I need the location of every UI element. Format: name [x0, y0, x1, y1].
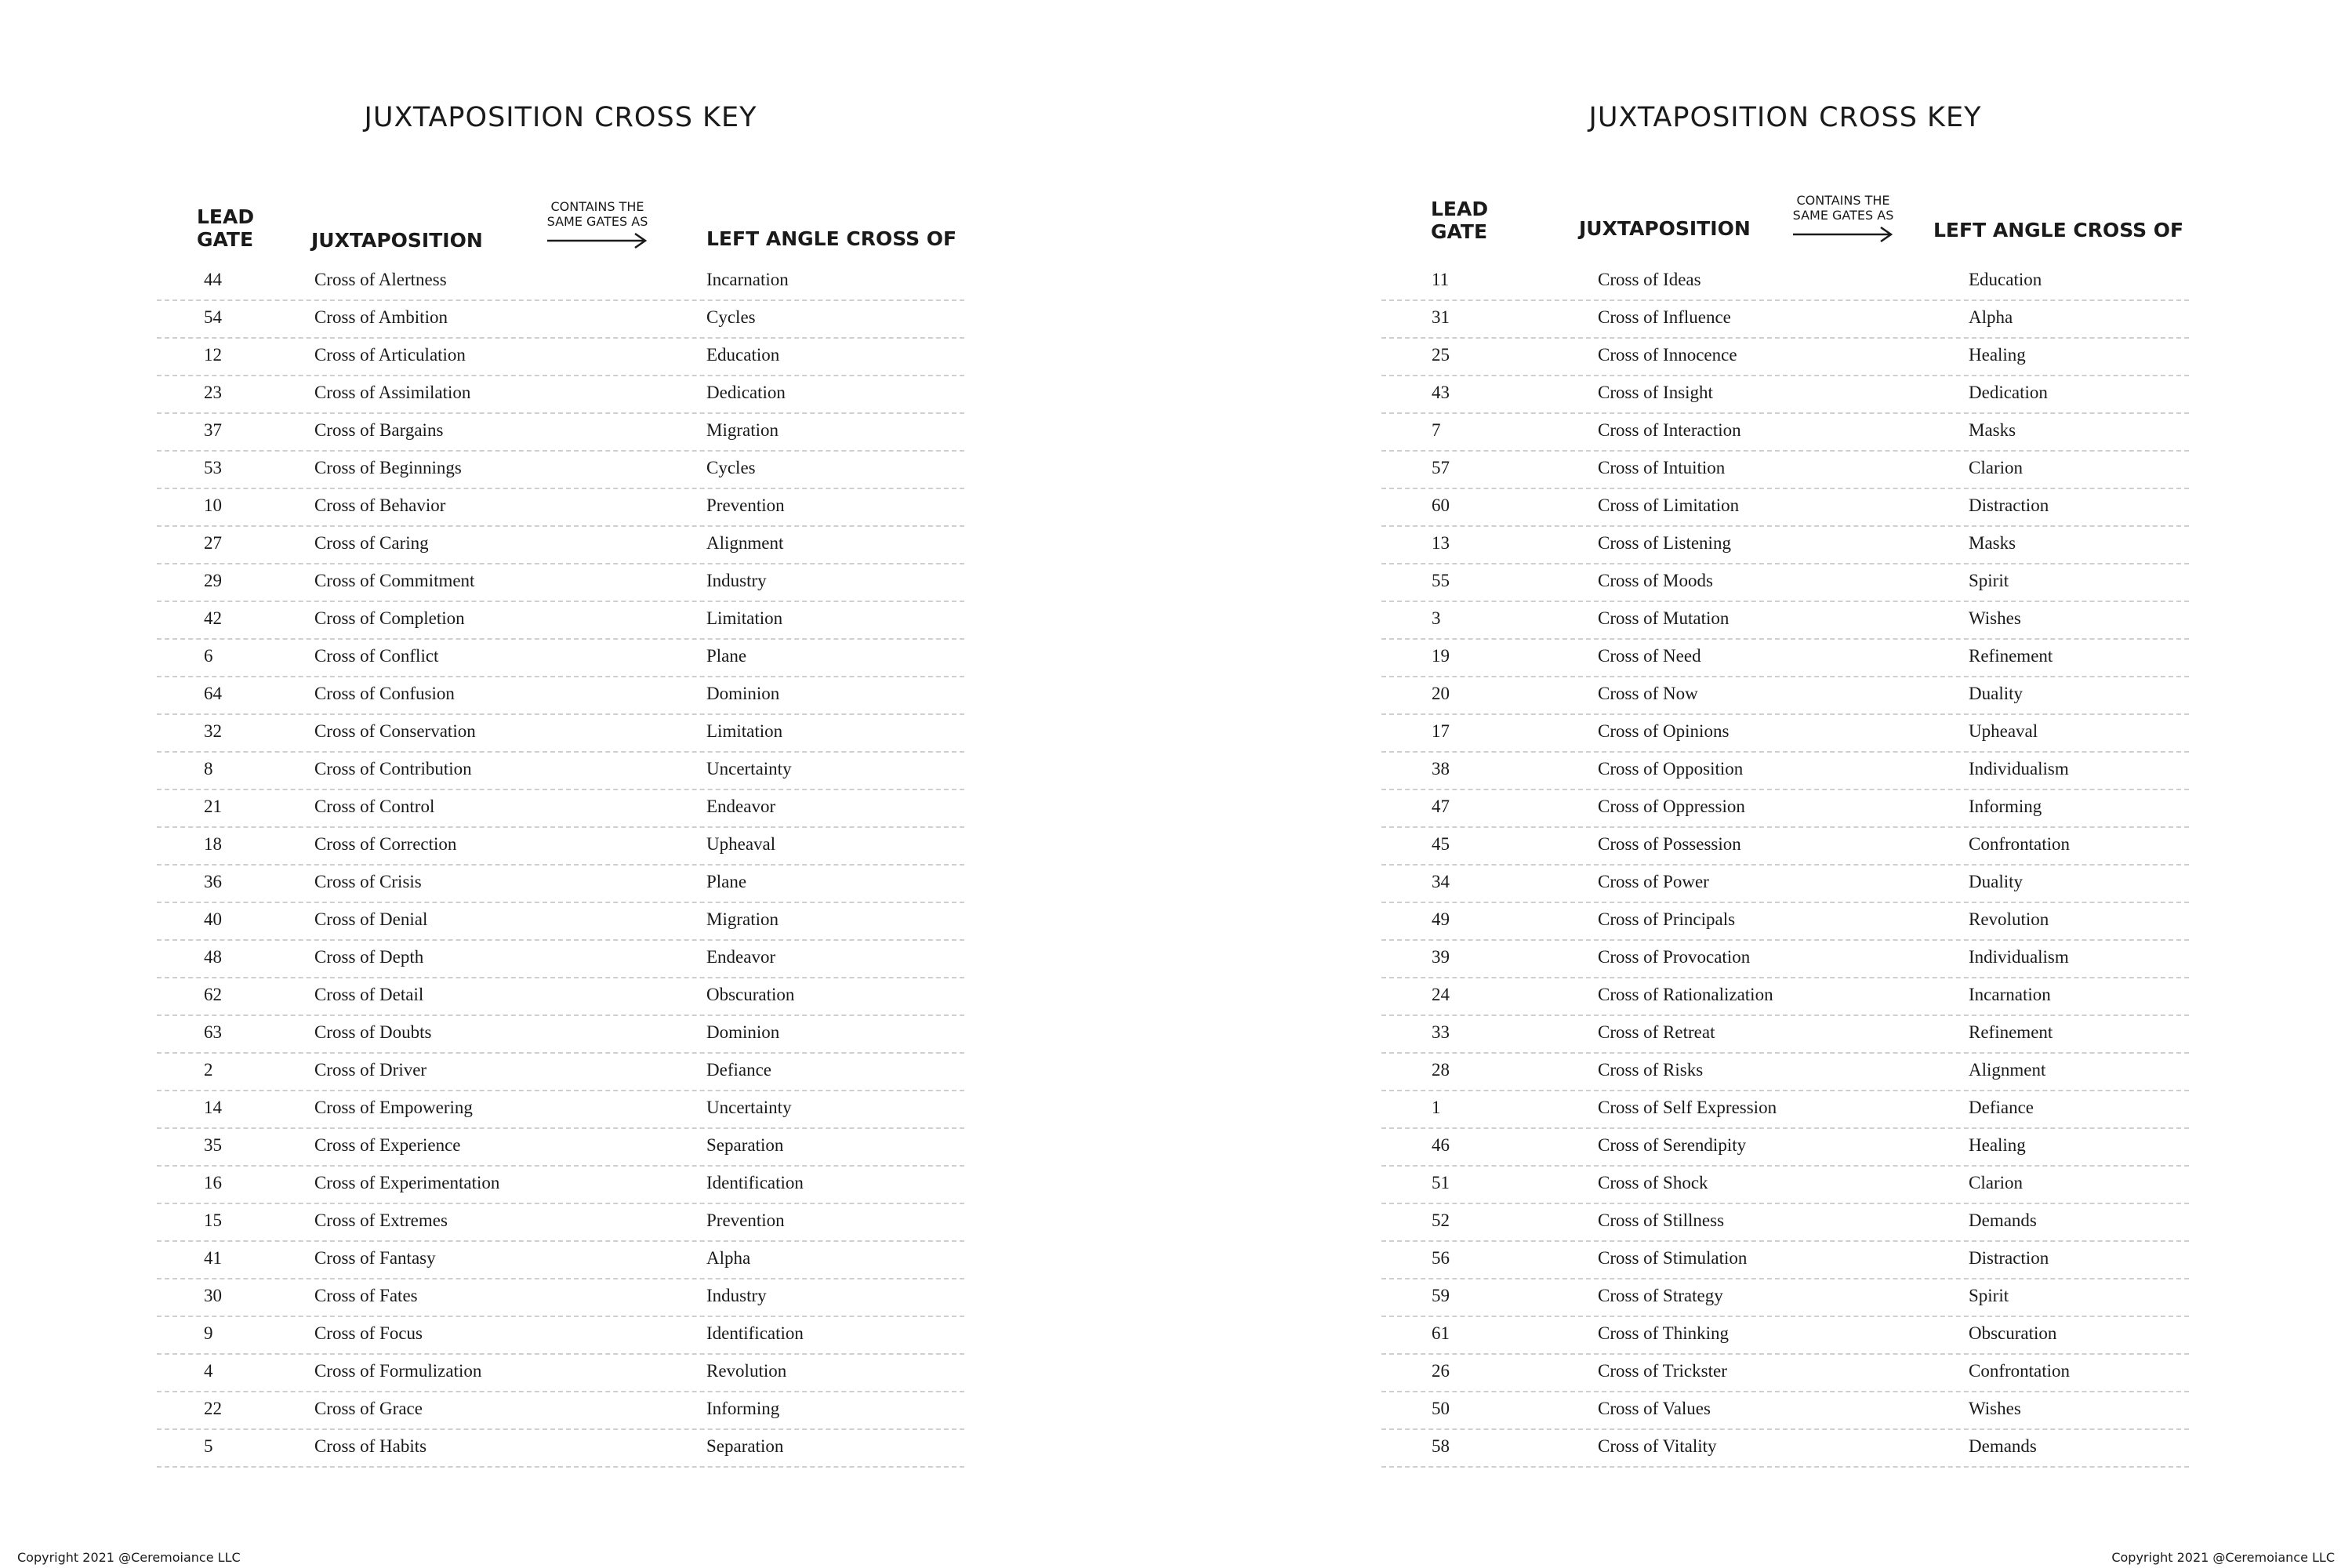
left-angle-cross-cell: Masks — [1969, 420, 2016, 440]
left-angle-cross-cell: Limitation — [706, 608, 783, 628]
lead-gate-cell: 56 — [1432, 1248, 1450, 1268]
juxtaposition-cell: Cross of Listening — [1598, 533, 1731, 553]
left-angle-cross-cell: Defiance — [706, 1060, 771, 1080]
lead-gate-cell: 46 — [1432, 1135, 1450, 1155]
table-row — [157, 1167, 964, 1204]
juxtaposition-cell: Cross of Grace — [314, 1399, 423, 1418]
lead-gate-cell: 18 — [204, 834, 222, 854]
table-row — [1381, 1279, 2189, 1317]
lead-gate-cell: 5 — [204, 1436, 213, 1456]
lead-gate-cell: 10 — [204, 495, 222, 515]
right-arrow-icon — [546, 232, 649, 249]
table-row — [1381, 828, 2189, 866]
left-angle-cross-cell: Limitation — [706, 721, 783, 741]
left-angle-cross-cell: Alpha — [706, 1248, 751, 1268]
juxtaposition-cell: Cross of Insight — [1598, 383, 1713, 402]
page-title: JUXTAPOSITION CROSS KEY — [364, 102, 757, 133]
table-row — [1381, 715, 2189, 753]
juxtaposition-cell: Cross of Articulation — [314, 345, 466, 365]
left-angle-cross-cell: Spirit — [1969, 571, 2009, 590]
lead-gate-cell: 6 — [204, 646, 213, 666]
juxtaposition-cell: Cross of Extremes — [314, 1210, 448, 1230]
juxtaposition-cell: Cross of Behavior — [314, 495, 446, 515]
juxtaposition-cell: Cross of Possession — [1598, 834, 1741, 854]
table-row — [1381, 414, 2189, 452]
table-row — [157, 602, 964, 640]
table-row — [1381, 866, 2189, 903]
juxtaposition-cell: Cross of Trickster — [1598, 1361, 1727, 1381]
contains-same-gates-text: CONTAINS THE SAME GATES AS — [546, 199, 648, 229]
left-angle-cross-cell: Spirit — [1969, 1286, 2009, 1305]
juxtaposition-cell: Cross of Influence — [1598, 307, 1731, 327]
juxtaposition-cell: Cross of Vitality — [1598, 1436, 1717, 1456]
column-header-juxtaposition: JUXTAPOSITION — [1579, 217, 1751, 240]
table-row — [157, 1430, 964, 1468]
lead-gate-cell: 8 — [204, 759, 213, 779]
juxtaposition-cell: Cross of Fates — [314, 1286, 418, 1305]
lead-gate-cell: 35 — [204, 1135, 222, 1155]
juxtaposition-cell: Cross of Interaction — [1598, 420, 1741, 440]
table-row — [157, 1091, 964, 1129]
lead-gate-cell: 54 — [204, 307, 222, 327]
table-row — [1381, 753, 2189, 790]
lead-gate-cell: 60 — [1432, 495, 1450, 515]
table-row — [1381, 978, 2189, 1016]
right-arrow-icon — [1791, 226, 1895, 243]
left-angle-cross-cell: Confrontation — [1969, 834, 2071, 854]
left-angle-cross-cell: Confrontation — [1969, 1361, 2071, 1381]
left-angle-cross-cell: Wishes — [1969, 608, 2021, 628]
left-angle-cross-cell: Plane — [706, 646, 747, 666]
left-angle-cross-cell: Alpha — [1969, 307, 2013, 327]
left-angle-cross-cell: Plane — [706, 872, 747, 891]
lead-gate-cell: 26 — [1432, 1361, 1450, 1381]
contains-same-gates-note — [543, 199, 652, 249]
lead-gate-cell: 37 — [204, 420, 222, 440]
left-angle-cross-cell: Refinement — [1969, 1022, 2053, 1042]
lead-gate-cell: 24 — [1432, 985, 1450, 1004]
left-angle-cross-cell: Migration — [706, 909, 779, 929]
lead-gate-cell: 34 — [1432, 872, 1450, 891]
juxtaposition-cell: Cross of Crisis — [314, 872, 422, 891]
lead-gate-cell: 62 — [204, 985, 222, 1004]
lead-gate-cell: 55 — [1432, 571, 1450, 590]
left-angle-cross-cell: Incarnation — [706, 270, 789, 289]
juxtaposition-cell: Cross of Empowering — [314, 1098, 473, 1117]
table-row — [157, 640, 964, 677]
juxtaposition-cell: Cross of Strategy — [1598, 1286, 1723, 1305]
table-row — [157, 1279, 964, 1317]
table-row — [157, 414, 964, 452]
table-row — [157, 903, 964, 941]
left-angle-cross-cell: Individualism — [1969, 947, 2069, 967]
table-row — [1381, 564, 2189, 602]
left-angle-cross-cell: Separation — [706, 1135, 784, 1155]
juxtaposition-cell: Cross of Thinking — [1598, 1323, 1729, 1343]
table-row — [157, 1355, 964, 1392]
left-angle-cross-cell: Prevention — [706, 495, 785, 515]
juxtaposition-cell: Cross of Experimentation — [314, 1173, 500, 1192]
lead-gate-cell: 39 — [1432, 947, 1450, 967]
table-row — [157, 301, 964, 339]
juxtaposition-cell: Cross of Experience — [314, 1135, 461, 1155]
lead-gate-cell: 57 — [1432, 458, 1450, 477]
table-row — [157, 1129, 964, 1167]
table-row — [1381, 1204, 2189, 1242]
left-angle-cross-cell: Revolution — [706, 1361, 787, 1381]
table-row — [157, 978, 964, 1016]
copyright-notice: Copyright 2021 @Ceremoiance LLC — [2111, 1550, 2335, 1565]
lead-gate-cell: 40 — [204, 909, 222, 929]
table-row — [157, 527, 964, 564]
left-angle-cross-cell: Cycles — [706, 307, 756, 327]
lead-gate-cell: 42 — [204, 608, 222, 628]
lead-gate-cell: 2 — [204, 1060, 213, 1080]
left-angle-cross-cell: Demands — [1969, 1436, 2037, 1456]
table-row — [157, 1317, 964, 1355]
juxtaposition-cell: Cross of Assimilation — [314, 383, 471, 402]
left-angle-cross-cell: Demands — [1969, 1210, 2037, 1230]
lead-gate-cell: 49 — [1432, 909, 1450, 929]
juxtaposition-cell: Cross of Limitation — [1598, 495, 1740, 515]
juxtaposition-cell: Cross of Correction — [314, 834, 457, 854]
lead-gate-cell: 20 — [1432, 684, 1450, 703]
juxtaposition-cell: Cross of Power — [1598, 872, 1709, 891]
left-angle-cross-cell: Upheaval — [1969, 721, 2038, 741]
lead-gate-cell: 31 — [1432, 307, 1450, 327]
juxtaposition-cell: Cross of Completion — [314, 608, 465, 628]
juxtaposition-cell: Cross of Caring — [314, 533, 429, 553]
juxtaposition-cell: Cross of Oppression — [1598, 797, 1745, 816]
left-angle-cross-cell: Distraction — [1969, 1248, 2049, 1268]
left-angle-cross-cell: Migration — [706, 420, 779, 440]
lead-gate-cell: 16 — [204, 1173, 222, 1192]
table-row — [1381, 677, 2189, 715]
table-row — [157, 263, 964, 301]
lead-gate-cell: 41 — [204, 1248, 222, 1268]
table-row — [1381, 1054, 2189, 1091]
lead-gate-cell: 12 — [204, 345, 222, 365]
left-angle-cross-cell: Clarion — [1969, 1173, 2023, 1192]
lead-gate-cell: 3 — [1432, 608, 1441, 628]
table-row — [1381, 1392, 2189, 1430]
juxtaposition-cell: Cross of Beginnings — [314, 458, 462, 477]
juxtaposition-cell: Cross of Risks — [1598, 1060, 1704, 1080]
lead-gate-cell: 59 — [1432, 1286, 1450, 1305]
table-row — [157, 1242, 964, 1279]
juxtaposition-cell: Cross of Denial — [314, 909, 428, 929]
left-angle-cross-cell: Dominion — [706, 684, 780, 703]
left-angle-cross-cell: Healing — [1969, 1135, 2026, 1155]
left-angle-cross-cell: Separation — [706, 1436, 784, 1456]
contains-same-gates-text: CONTAINS THE SAME GATES AS — [1792, 193, 1894, 223]
left-angle-cross-cell: Dominion — [706, 1022, 780, 1042]
table-row — [157, 564, 964, 602]
table-row — [157, 1392, 964, 1430]
left-angle-cross-cell: Upheaval — [706, 834, 776, 854]
lead-gate-cell: 14 — [204, 1098, 222, 1117]
left-angle-cross-cell: Distraction — [1969, 495, 2049, 515]
table-row — [1381, 1167, 2189, 1204]
left-angle-cross-cell: Education — [1969, 270, 2042, 289]
table-row — [157, 339, 964, 376]
page-title: JUXTAPOSITION CROSS KEY — [1588, 102, 1982, 133]
table-row — [1381, 941, 2189, 978]
juxtaposition-cell: Cross of Stimulation — [1598, 1248, 1748, 1268]
lead-gate-cell: 22 — [204, 1399, 222, 1418]
lead-gate-cell: 25 — [1432, 345, 1450, 365]
table-body — [1381, 263, 2189, 1468]
lead-gate-cell: 38 — [1432, 759, 1450, 779]
juxtaposition-cell: Cross of Doubts — [314, 1022, 432, 1042]
table-body — [157, 263, 964, 1468]
left-angle-cross-cell: Defiance — [1969, 1098, 2034, 1117]
table-row — [157, 1054, 964, 1091]
table-row — [1381, 602, 2189, 640]
juxtaposition-cell: Cross of Moods — [1598, 571, 1713, 590]
juxtaposition-cell: Cross of Retreat — [1598, 1022, 1715, 1042]
juxtaposition-cell: Cross of Opposition — [1598, 759, 1744, 779]
left-angle-cross-cell: Obscuration — [1969, 1323, 2057, 1343]
table-row — [1381, 903, 2189, 941]
lead-gate-cell: 53 — [204, 458, 222, 477]
left-angle-cross-cell: Informing — [706, 1399, 780, 1418]
lead-gate-cell: 29 — [204, 571, 222, 590]
table-row — [157, 489, 964, 527]
juxtaposition-cell: Cross of Alertness — [314, 270, 447, 289]
table-row — [1381, 1430, 2189, 1468]
lead-gate-cell: 43 — [1432, 383, 1450, 402]
juxtaposition-cell: Cross of Control — [314, 797, 435, 816]
left-angle-cross-cell: Education — [706, 345, 780, 365]
left-angle-cross-cell: Individualism — [1969, 759, 2069, 779]
lead-gate-cell: 11 — [1432, 270, 1450, 289]
lead-gate-cell: 50 — [1432, 1399, 1450, 1418]
table-row — [1381, 790, 2189, 828]
table-row — [157, 452, 964, 489]
left-angle-cross-cell: Clarion — [1969, 458, 2023, 477]
left-angle-cross-cell: Healing — [1969, 345, 2026, 365]
table-row — [157, 790, 964, 828]
lead-gate-cell: 30 — [204, 1286, 222, 1305]
left-angle-cross-cell: Identification — [706, 1173, 804, 1192]
left-angle-cross-cell: Wishes — [1969, 1399, 2021, 1418]
lead-gate-cell: 52 — [1432, 1210, 1450, 1230]
table-row — [157, 1204, 964, 1242]
lead-gate-cell: 15 — [204, 1210, 222, 1230]
lead-gate-cell: 27 — [204, 533, 222, 553]
table-row — [157, 677, 964, 715]
left-angle-cross-cell: Cycles — [706, 458, 756, 477]
left-angle-cross-cell: Alignment — [1969, 1060, 2046, 1080]
lead-gate-cell: 48 — [204, 947, 222, 967]
table-row — [157, 941, 964, 978]
lead-gate-cell: 4 — [204, 1361, 213, 1381]
juxtaposition-cell: Cross of Commitment — [314, 571, 475, 590]
table-row — [1381, 1317, 2189, 1355]
juxtaposition-cell: Cross of Formulization — [314, 1361, 482, 1381]
lead-gate-cell: 7 — [1432, 420, 1441, 440]
column-header-lead-gate: LEAD GATE — [1431, 198, 1489, 243]
juxtaposition-cell: Cross of Confusion — [314, 684, 455, 703]
left-angle-cross-cell: Uncertainty — [706, 759, 792, 779]
table-row — [157, 866, 964, 903]
juxtaposition-cell: Cross of Fantasy — [314, 1248, 436, 1268]
table-row — [1381, 452, 2189, 489]
left-angle-cross-cell: Dedication — [706, 383, 786, 402]
table-row — [1381, 339, 2189, 376]
juxtaposition-cell: Cross of Innocence — [1598, 345, 1737, 365]
copyright-notice: Copyright 2021 @Ceremoiance LLC — [17, 1550, 241, 1565]
left-angle-cross-cell: Alignment — [706, 533, 784, 553]
table-row — [1381, 1242, 2189, 1279]
lead-gate-cell: 28 — [1432, 1060, 1450, 1080]
table-row — [1381, 263, 2189, 301]
column-header-lead-gate: LEAD GATE — [197, 205, 255, 251]
juxtaposition-cell: Cross of Mutation — [1598, 608, 1730, 628]
column-header-juxtaposition: JUXTAPOSITION — [311, 229, 483, 252]
lead-gate-cell: 51 — [1432, 1173, 1450, 1192]
left-angle-cross-cell: Uncertainty — [706, 1098, 792, 1117]
table-row — [1381, 1129, 2189, 1167]
juxtaposition-cell: Cross of Opinions — [1598, 721, 1730, 741]
juxtaposition-cell: Cross of Habits — [314, 1436, 427, 1456]
table-row — [157, 376, 964, 414]
juxtaposition-cell: Cross of Depth — [314, 947, 424, 967]
table-row — [1381, 640, 2189, 677]
lead-gate-cell: 58 — [1432, 1436, 1450, 1456]
lead-gate-cell: 36 — [204, 872, 222, 891]
lead-gate-cell: 1 — [1432, 1098, 1441, 1117]
table-row — [157, 828, 964, 866]
juxtaposition-cell: Cross of Contribution — [314, 759, 472, 779]
juxtaposition-cell: Cross of Stillness — [1598, 1210, 1725, 1230]
left-angle-cross-cell: Industry — [706, 1286, 767, 1305]
juxtaposition-cell: Cross of Ideas — [1598, 270, 1701, 289]
contains-same-gates-note — [1788, 193, 1898, 243]
lead-gate-cell: 47 — [1432, 797, 1450, 816]
juxtaposition-cell: Cross of Ambition — [314, 307, 448, 327]
column-header-left-angle-cross: LEFT ANGLE CROSS OF — [1933, 219, 2184, 241]
table-row — [1381, 527, 2189, 564]
juxtaposition-cell: Cross of Principals — [1598, 909, 1736, 929]
lead-gate-cell: 21 — [204, 797, 222, 816]
left-angle-cross-cell: Identification — [706, 1323, 804, 1343]
left-angle-cross-cell: Duality — [1969, 684, 2023, 703]
lead-gate-cell: 64 — [204, 684, 222, 703]
lead-gate-cell: 23 — [204, 383, 222, 402]
left-angle-cross-cell: Duality — [1969, 872, 2023, 891]
left-angle-cross-cell: Refinement — [1969, 646, 2053, 666]
juxtaposition-cell: Cross of Need — [1598, 646, 1701, 666]
lead-gate-cell: 32 — [204, 721, 222, 741]
table-row — [1381, 301, 2189, 339]
lead-gate-cell: 61 — [1432, 1323, 1450, 1343]
left-angle-cross-cell: Endeavor — [706, 947, 776, 967]
left-angle-cross-cell: Dedication — [1969, 383, 2048, 402]
lead-gate-cell: 13 — [1432, 533, 1450, 553]
juxtaposition-cell: Cross of Shock — [1598, 1173, 1708, 1192]
lead-gate-cell: 44 — [204, 270, 222, 289]
juxtaposition-cell: Cross of Detail — [314, 985, 424, 1004]
table-row — [1381, 1355, 2189, 1392]
left-angle-cross-cell: Obscuration — [706, 985, 795, 1004]
lead-gate-cell: 45 — [1432, 834, 1450, 854]
juxtaposition-cell: Cross of Conflict — [314, 646, 439, 666]
left-angle-cross-cell: Informing — [1969, 797, 2042, 816]
lead-gate-cell: 17 — [1432, 721, 1450, 741]
juxtaposition-cell: Cross of Focus — [314, 1323, 423, 1343]
juxtaposition-cell: Cross of Serendipity — [1598, 1135, 1747, 1155]
table-row — [1381, 1016, 2189, 1054]
juxtaposition-cell: Cross of Now — [1598, 684, 1698, 703]
left-angle-cross-cell: Incarnation — [1969, 985, 2051, 1004]
juxtaposition-cell: Cross of Bargains — [314, 420, 444, 440]
left-angle-cross-cell: Masks — [1969, 533, 2016, 553]
juxtaposition-cell: Cross of Driver — [314, 1060, 427, 1080]
lead-gate-cell: 33 — [1432, 1022, 1450, 1042]
left-angle-cross-cell: Endeavor — [706, 797, 776, 816]
lead-gate-cell: 9 — [204, 1323, 213, 1343]
juxtaposition-cell: Cross of Values — [1598, 1399, 1711, 1418]
column-header-left-angle-cross: LEFT ANGLE CROSS OF — [706, 227, 957, 250]
table-row — [1381, 1091, 2189, 1129]
juxtaposition-cell: Cross of Intuition — [1598, 458, 1726, 477]
juxtaposition-cell: Cross of Rationalization — [1598, 985, 1773, 1004]
table-row — [1381, 376, 2189, 414]
lead-gate-cell: 19 — [1432, 646, 1450, 666]
left-angle-cross-cell: Revolution — [1969, 909, 2049, 929]
lead-gate-cell: 63 — [204, 1022, 222, 1042]
juxtaposition-cell: Cross of Provocation — [1598, 947, 1751, 967]
left-angle-cross-cell: Prevention — [706, 1210, 785, 1230]
juxtaposition-cell: Cross of Self Expression — [1598, 1098, 1777, 1117]
table-row — [1381, 489, 2189, 527]
table-row — [157, 753, 964, 790]
table-row — [157, 715, 964, 753]
juxtaposition-cell: Cross of Conservation — [314, 721, 476, 741]
left-angle-cross-cell: Industry — [706, 571, 767, 590]
table-row — [157, 1016, 964, 1054]
